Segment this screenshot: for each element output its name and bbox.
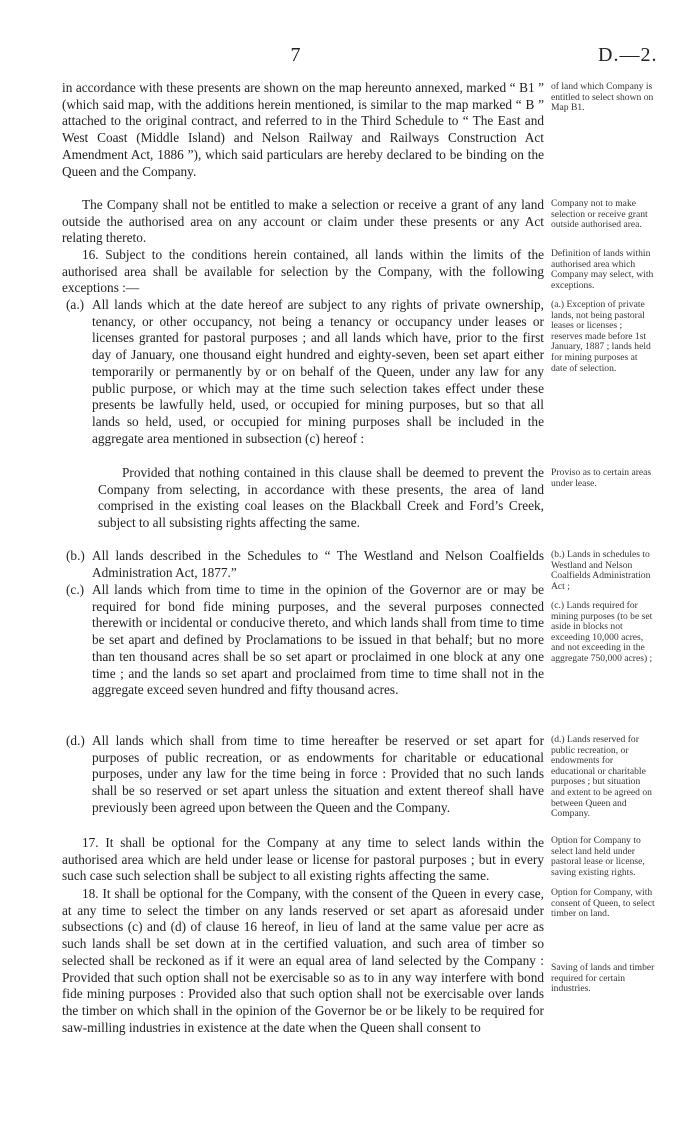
page-number: 7 bbox=[290, 44, 302, 66]
proviso-lease-areas bbox=[62, 465, 544, 532]
selection-limit-text: The Company shall not be entitled to make a selection or receive a grant of any land outside the authorised area on any account or claim under these presents or any Act relating thereto. bbox=[62, 197, 544, 246]
clause-17-text: 17. It shall be optional for the Company at any time to select lands within the authorised area which are held under lease or license for pastoral purposes ; but in every such case such selection shall be subject to all existing rights affecting the same. bbox=[62, 835, 544, 884]
exception-d-text: All lands which shall from time to time hereafter be reserved or set apart for purposes of public recreation, or as endowments for charitable or educational purposes, under any law for the time being in force : Provided that no such lands shall be so reserved or set apart unless the situation and extent thereof shall have previously been agreed upon between the Queen and the Company. bbox=[92, 733, 544, 815]
margin-note-not-outside-area: Company not to make selection or receive grant outside authorised area. bbox=[551, 198, 648, 231]
clause-18-text: 18. It shall be optional for the Company, with the consent of the Queen in every case, at any time to select the timber on any lands reserved or set apart as aforesaid under subsections (c) and (d) of clause 16 hereof, in lieu of land at the same value per acre as such lands shall be set down at in the certified valuation, and such area of timber so selected shall be reckoned as if it were an equal area of land selected by the Company : Provided that such option shall not be exercisable so as to in any way interfere with bond fide mining purposes : Provided also that such option shall not be exercisable over lands the timber on which shall in the opinion of the Governor be or be likely to be required for saw-milling industries in existence at the date when the Queen shall consent to bbox=[62, 886, 544, 1035]
clause-17 bbox=[62, 835, 544, 885]
exception-a bbox=[62, 297, 544, 447]
exception-c-text: All lands which from time to time in the opinion of the Governor are or may be required for bond fide mining purposes, and the several purposes connected therewith or incidental or conducive thereto, and which lands shall from time to time be set apart and defined by Proclamations to be issued in that behalf; but no more than ten thousand acres shall be so set apart or proclaimed in one block at any one time ; and the lands so set apart and proclaimed from time to time shall not in the aggregate exceed seven hundred and fifty thousand acres. bbox=[92, 582, 544, 698]
margin-note-proviso: Proviso as to certain areas under lease. bbox=[551, 467, 652, 489]
proviso-text: Provided that nothing contained in this clause shall be deemed to prevent the Company from selecting, in accordance with these presents, the area of land comprised in the existing coal leases on the Blackball Creek and Ford’s Creek, subject to all subsisting rights affecting the same. bbox=[98, 465, 544, 531]
exception-b-text: All lands described in the Schedules to “ The Westland and Nelson Coalfields Administration Act, 1877.” bbox=[92, 548, 544, 580]
exception-b bbox=[62, 548, 544, 581]
clause-16-text: 16. Subject to the conditions herein contained, all lands within the limits of the authorised area shall be available for selection by the Company, with the following exceptions :— bbox=[62, 247, 544, 296]
margin-note-definition: Definition of lands within authorised area which Company may select, with exceptions. bbox=[551, 248, 654, 291]
exception-d bbox=[62, 733, 544, 817]
document-reference: D.—2. bbox=[598, 44, 658, 66]
margin-note-clause-18: Option for Company, with consent of Queen, to select timber on land. bbox=[551, 887, 655, 920]
clause-18 bbox=[62, 886, 544, 1036]
clause-16 bbox=[62, 247, 544, 297]
paragraph-map-particulars bbox=[62, 80, 544, 180]
margin-note-exception-d: (d.) Lands reserved for public recreation, or endowments for educational or charitable purposes ; but situation and extent to be agreed on between Queen and Company. bbox=[551, 734, 652, 820]
paragraph-selection-limit bbox=[62, 197, 544, 247]
margin-note-exception-c: (c.) Lands required for mining purposes (to be set aside in blocks not exceeding 10,000 acres, and not exceeding in the aggregate 750,000 acres) ; bbox=[551, 600, 653, 664]
exception-b-label: (b.) bbox=[66, 548, 85, 563]
margin-note-exception-b: (b.) Lands in schedules to Westland and Nelson Coalfields Administration Act ; bbox=[551, 549, 651, 592]
map-particulars-text: in accordance with these presents are shown on the map hereunto annexed, marked “ B1 ” (which said map, with the additions herein mentioned, is similar to the map marked “ B ” attached to the original contract, and referred to in the Third Schedule to “ The East and West Coast (Middle Island) and Nelson Railway and Railways Construction Act Amendment Act, 1886 ”), which said particulars are hereby declared to be binding on the Queen and the Company. bbox=[62, 80, 544, 179]
margin-note-exception-a: (a.) Exception of private lands, not being pastoral leases or licenses ; reserves made before 1st January, 1887 ; lands held for mining purposes at date of selection. bbox=[551, 299, 651, 374]
exception-c-label: (c.) bbox=[66, 582, 85, 597]
margin-note-saving: Saving of lands and timber required for certain industries. bbox=[551, 962, 655, 995]
exception-a-label: (a.) bbox=[66, 297, 85, 312]
exception-a-text: All lands which at the date hereof are subject to any rights of private ownership, tenancy, or other occupancy, not being a tenancy or occupancy under leases or licenses granted for pastoral purposes ; and all lands which have, prior to the first day of January, one thousand eight hundred and eighty-seven, been set apart either temporarily or permanently by or on behalf of the Queen, under any law for any public purpose, or which may at the time such selection takes effect under these presents be lawfully held, used, or occupied for mining purposes, but so that all lands so held, used, or occupied for mining purposes shall be included in the aggregate area mentioned in subsection (c) hereof : bbox=[92, 297, 544, 446]
margin-note-clause-17: Option for Company to select land held under pastoral lease or license, saving existing rights. bbox=[551, 835, 645, 878]
exception-d-label: (d.) bbox=[66, 733, 85, 748]
exception-c bbox=[62, 582, 544, 699]
margin-note-map: of land which Company is entitled to select shown on Map B1. bbox=[551, 81, 654, 114]
